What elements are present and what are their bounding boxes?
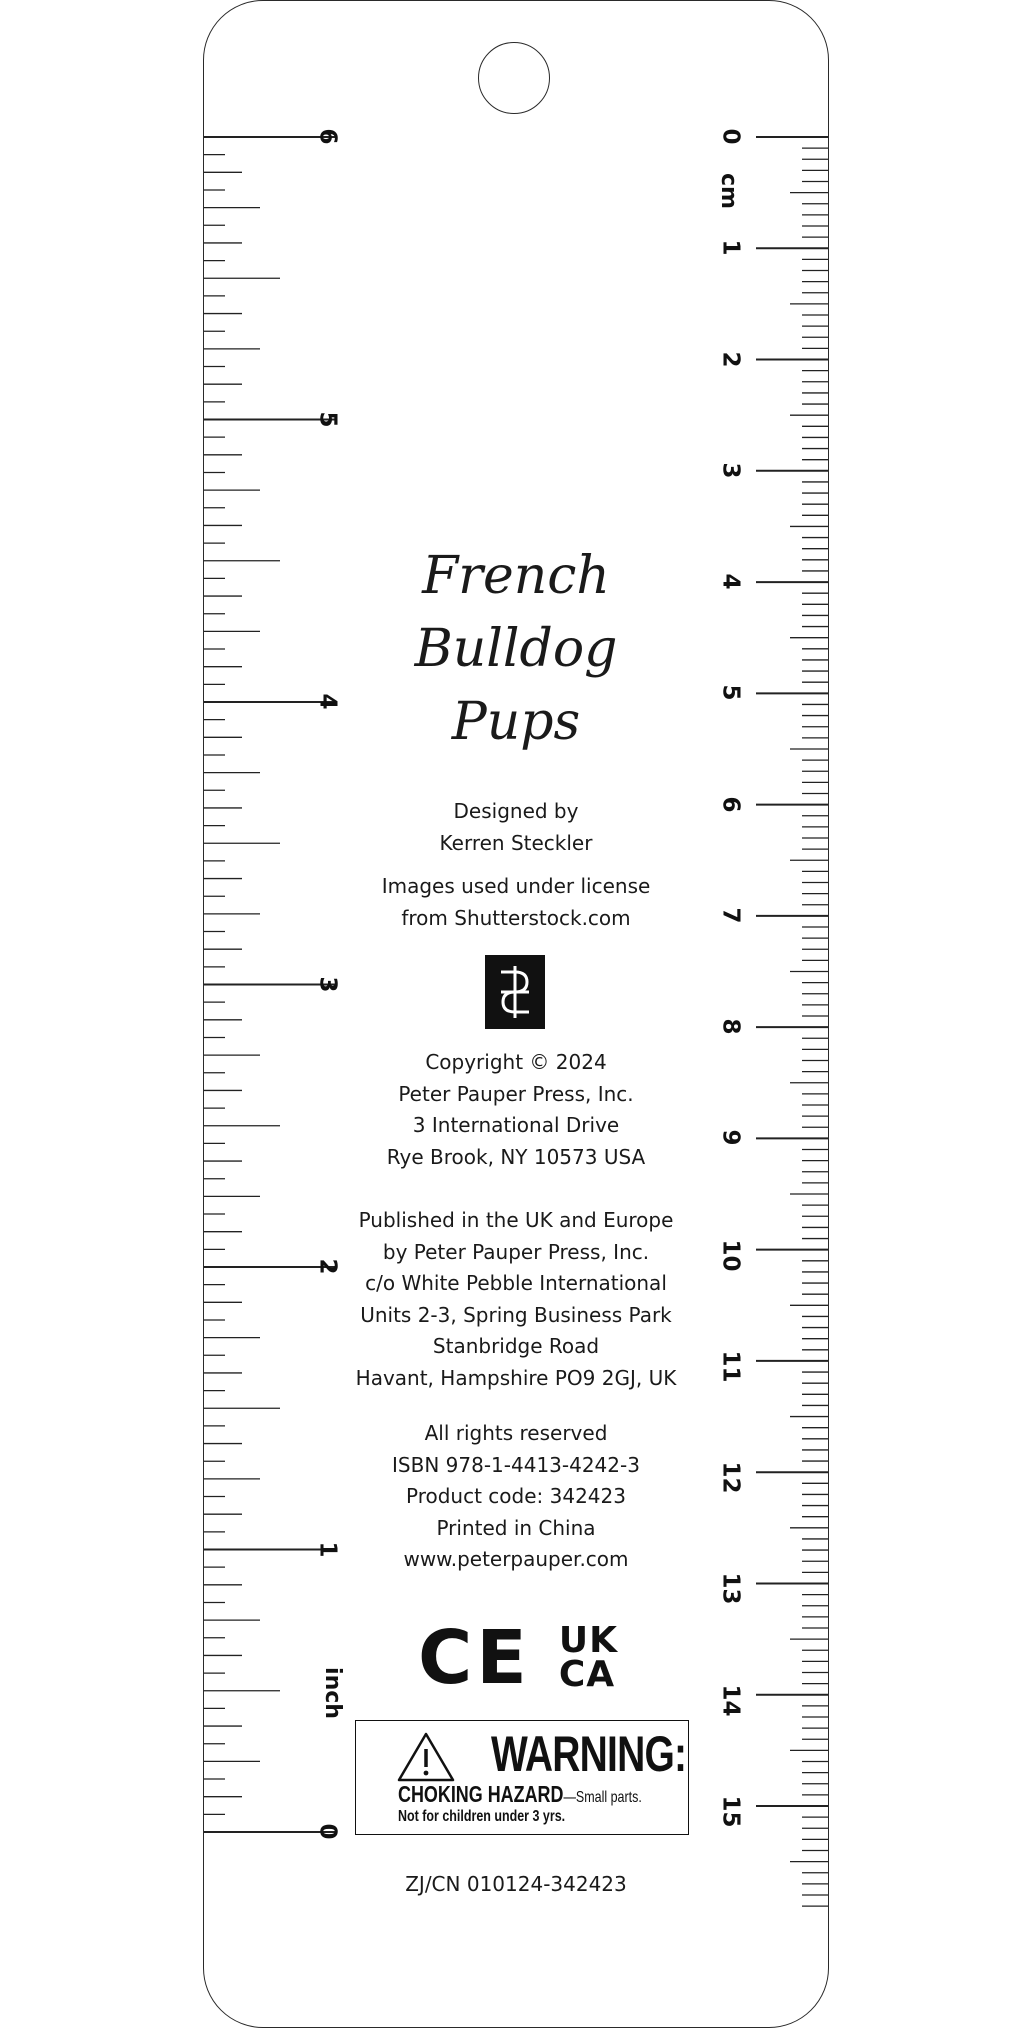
warning-hazard: [398, 1783, 642, 1806]
cm-label: 12: [717, 1461, 744, 1494]
inch-label: 5: [314, 410, 341, 427]
license-line: from Shutterstock.com: [401, 905, 631, 930]
uk-line: Units 2-3, Spring Business Park: [360, 1302, 672, 1327]
uk-line: Stanbridge Road: [432, 1334, 600, 1358]
cm-label: 7: [717, 907, 744, 924]
rights-line: All rights reserved: [424, 1421, 608, 1445]
cm-label: 6: [717, 796, 744, 813]
cm-unit-label: cm: [715, 173, 741, 209]
cm-label: 3: [717, 462, 744, 479]
pp-logo-icon: [493, 962, 537, 1022]
cm-label: 11: [717, 1350, 744, 1383]
warning-triangle-icon: [396, 1731, 456, 1783]
cm-label: 14: [717, 1684, 744, 1717]
inch-unit-label: inch: [319, 1667, 345, 1719]
inch-label: 2: [314, 1258, 341, 1275]
rights-block: [330, 1418, 702, 1576]
credit-line: Designed by: [453, 799, 579, 823]
title-line: Bulldog: [414, 618, 618, 679]
ukca-mark-top: UK: [558, 1620, 618, 1661]
inch-label: 4: [314, 693, 341, 710]
license-credit: [330, 871, 702, 934]
cm-label: 10: [717, 1239, 744, 1272]
cm-label: 5: [717, 684, 744, 701]
hazard-text: CHOKING HAZARD: [398, 1781, 564, 1807]
copyright-block: [330, 1047, 702, 1173]
cm-label: 1: [717, 239, 744, 256]
inch-label: 1: [314, 1540, 341, 1557]
inch-label: 6: [314, 128, 341, 145]
rights-line: ISBN 978-1-4413-4242-3: [392, 1452, 640, 1477]
rights-line: Printed in China: [436, 1515, 596, 1540]
copyright-line: Rye Brook, NY 10573 USA: [386, 1144, 646, 1169]
cm-label: 4: [717, 573, 744, 590]
cm-label: 0: [717, 128, 744, 145]
conformity-marks: [418, 1615, 618, 1701]
uk-line: Havant, Hampshire PO9 2GJ, UK: [355, 1365, 677, 1390]
title-line: Pups: [451, 691, 581, 752]
warning-age-limit: Not for children under 3 yrs.: [398, 1808, 566, 1825]
credit-line: Kerren Steckler: [439, 830, 593, 855]
uk-line: Published in the UK and Europe: [358, 1208, 674, 1232]
license-line: Images used under license: [381, 874, 651, 898]
cm-label: 8: [717, 1018, 744, 1035]
hazard-suffix: —Small parts.: [563, 1789, 642, 1806]
designer-credit: [330, 796, 702, 859]
batch-code: ZJ/CN 010124-342423: [405, 1872, 627, 1896]
copyright-line: Peter Pauper Press, Inc.: [398, 1081, 634, 1106]
ukca-mark-bottom: CA: [558, 1654, 616, 1695]
inch-label: 3: [314, 975, 341, 992]
rights-line: Product code: 342423: [406, 1484, 626, 1508]
uk-line: c/o White Pebble International: [365, 1271, 667, 1295]
cm-label: 9: [717, 1129, 744, 1146]
copyright-line: 3 International Drive: [412, 1113, 620, 1137]
cm-label: 15: [717, 1795, 744, 1828]
copyright-line: Copyright © 2024: [425, 1050, 607, 1074]
cm-label: 2: [717, 351, 744, 368]
ce-mark: CE: [418, 1615, 531, 1701]
choking-warning-box: [355, 1720, 689, 1835]
ukca-mark: [558, 1620, 618, 1695]
title-line: French: [422, 546, 610, 606]
product-title: [330, 540, 702, 758]
uk-publisher-block: [330, 1205, 702, 1394]
uk-line: by Peter Pauper Press, Inc.: [382, 1239, 650, 1264]
cm-label: 13: [717, 1572, 744, 1605]
website-line: www.peterpauper.com: [403, 1547, 629, 1571]
inch-label: 0: [314, 1823, 341, 1840]
warning-title: WARNING:: [491, 1726, 687, 1782]
publisher-logo: [485, 955, 545, 1029]
